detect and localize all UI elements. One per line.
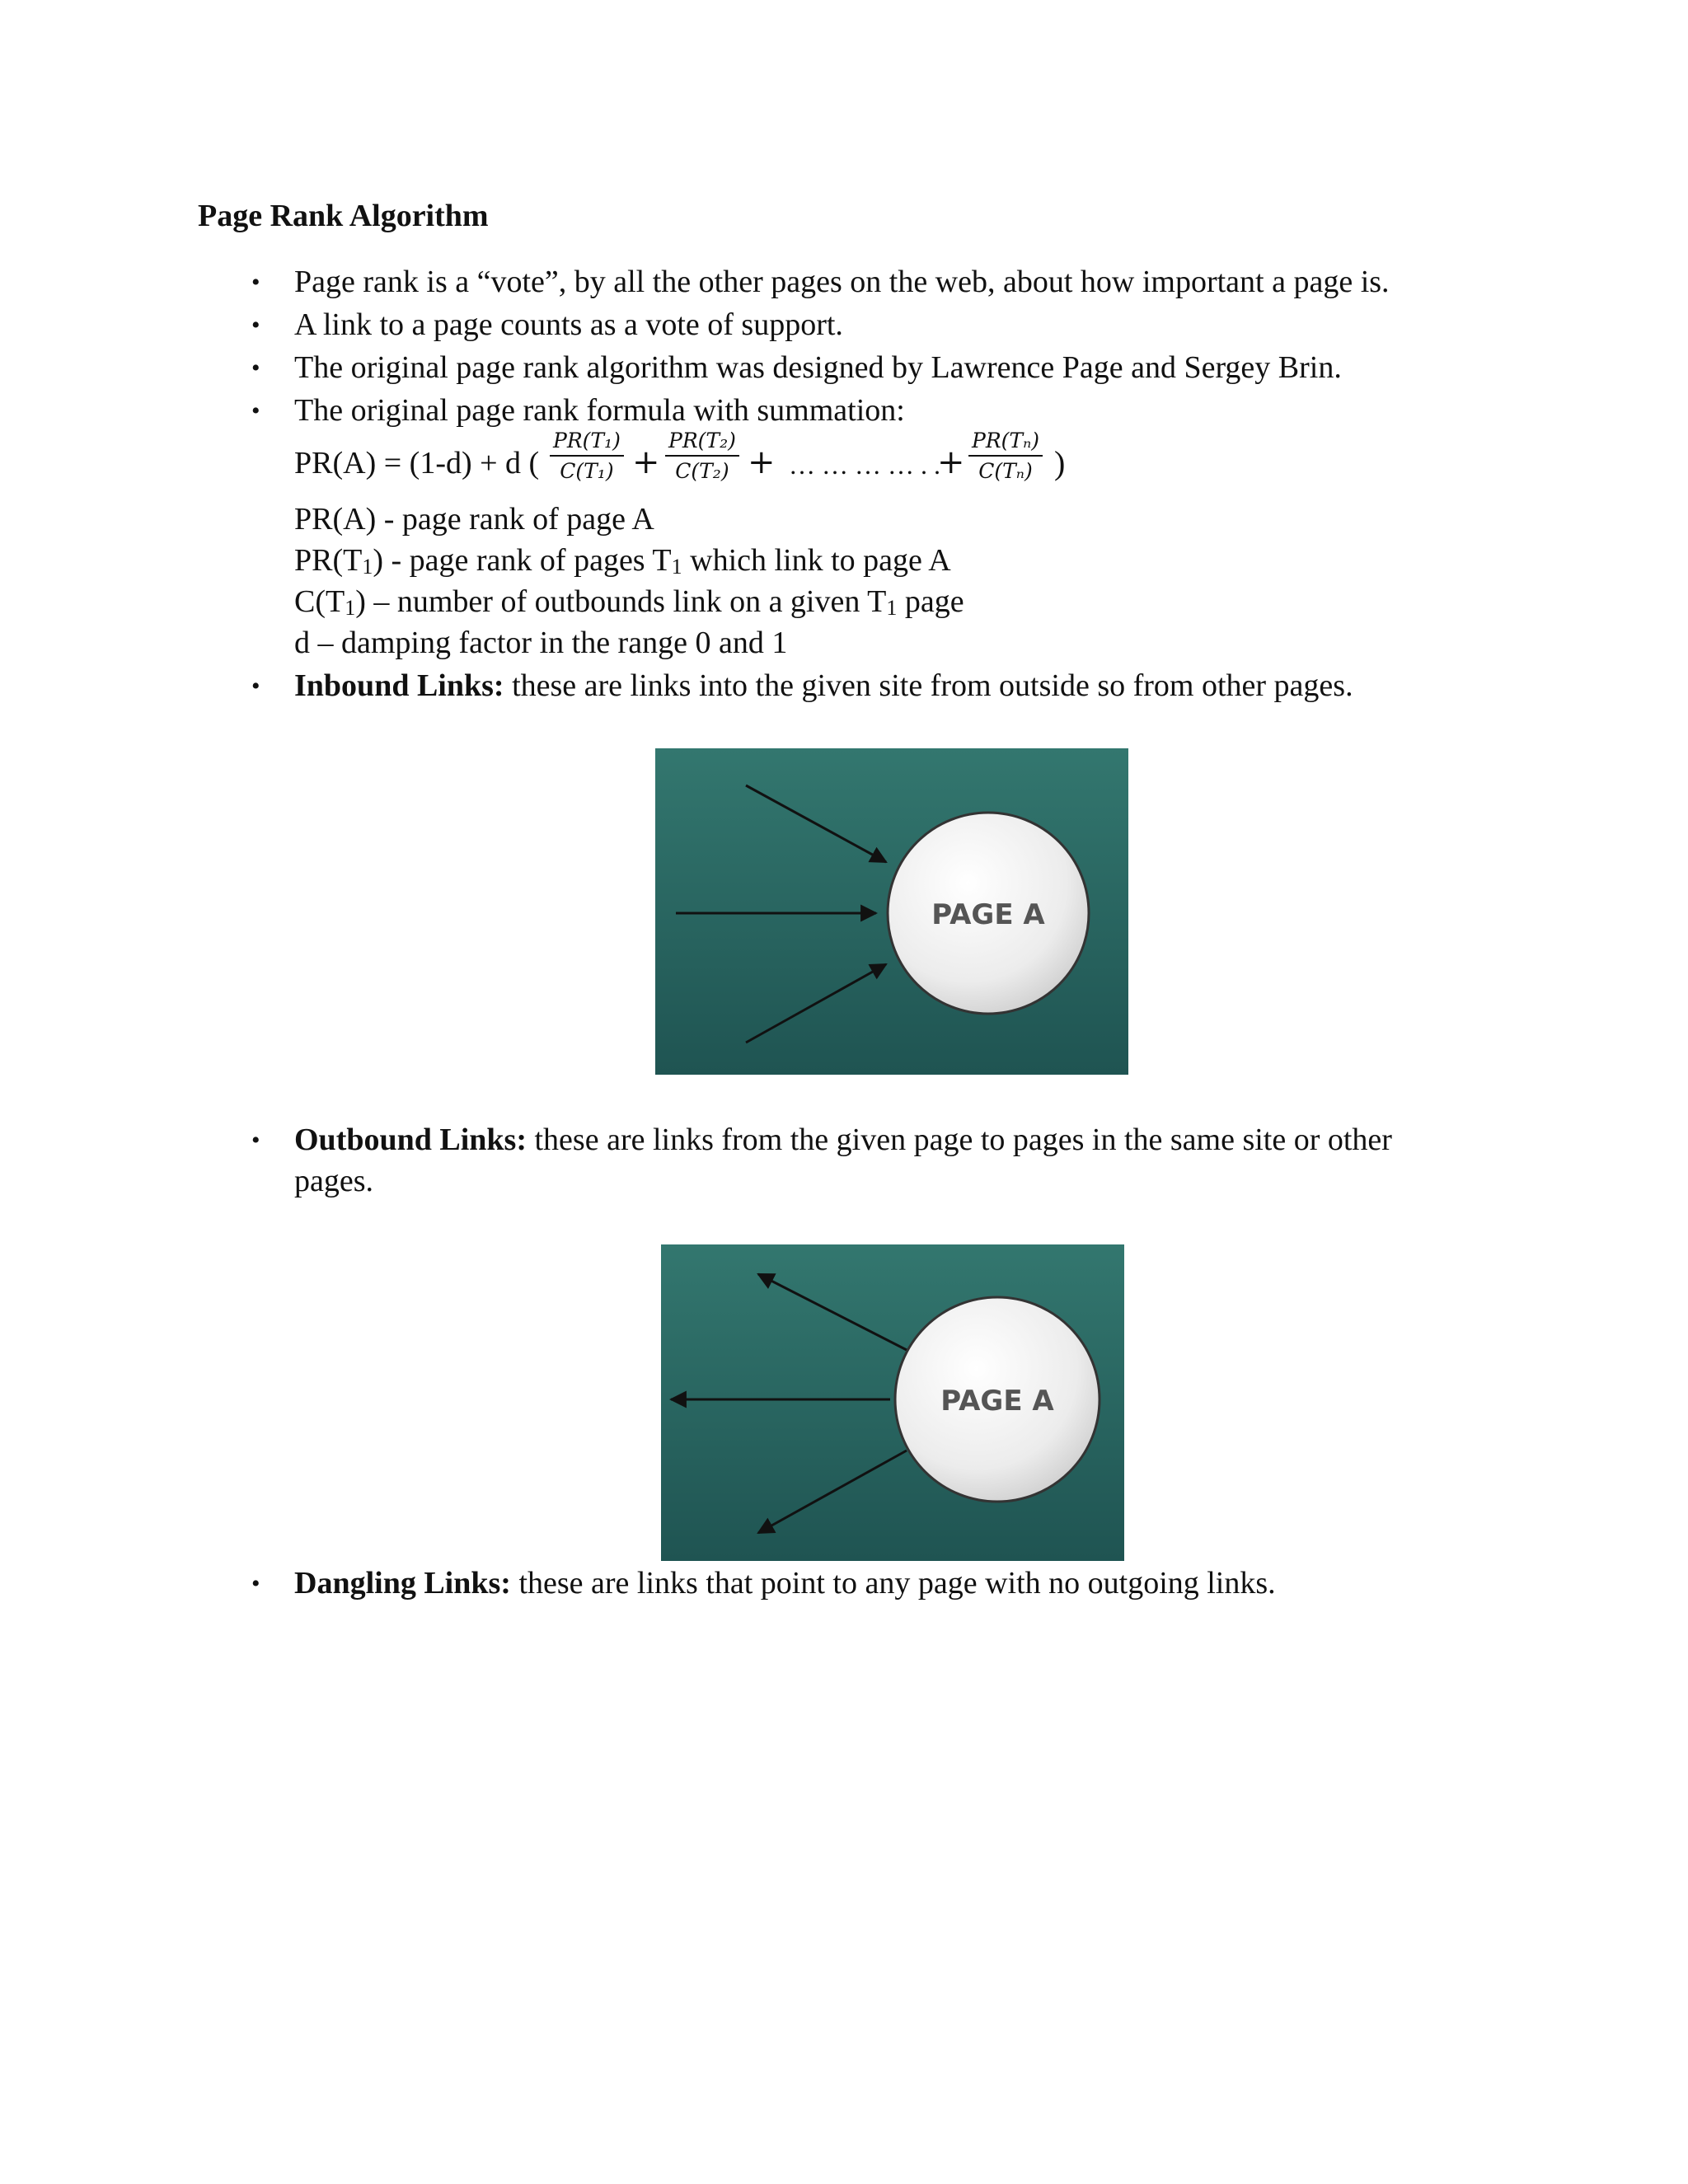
- bullet-text-inbound: Inbound Links: these are links into the given site from outside so from other pages.: [294, 668, 1353, 703]
- formula-close-paren: ): [1054, 444, 1066, 481]
- term-outbound: Outbound Links:: [294, 1122, 527, 1157]
- page-title: Page Rank Algorithm: [198, 199, 489, 233]
- bullet-marker: •: [251, 354, 260, 382]
- fraction-numerator: PR(T₁): [550, 429, 624, 457]
- bullet-text-dangling: Dangling Links: these are links that point to any page with no outgoing links.: [294, 1566, 1276, 1601]
- term-inbound: Inbound Links:: [294, 668, 504, 703]
- formula-fraction-1: [550, 429, 624, 483]
- inbound-links-diagram: [655, 748, 1128, 1075]
- fraction-denominator: C(T₁): [560, 459, 614, 483]
- node-label-page-a: PAGE A: [931, 898, 1045, 931]
- formula-plus: +: [632, 443, 660, 481]
- fraction-denominator: C(Tₙ): [978, 459, 1033, 483]
- formula-plus: +: [748, 443, 776, 481]
- bullet-marker: •: [251, 312, 260, 339]
- formula-fraction-2: [665, 429, 739, 483]
- bullet-marker: •: [251, 269, 260, 296]
- outbound-diagram-graphic: [661, 1244, 1124, 1561]
- formula-lhs: PR(A) = (1-d) + d (: [294, 446, 540, 480]
- bullet-text-outbound: Outbound Links: these are links from the given page to pages in the same site or other: [294, 1122, 1392, 1157]
- bullet-marker: •: [251, 673, 260, 700]
- fraction-numerator: PR(Tₙ): [968, 429, 1043, 457]
- inbound-diagram-graphic: [655, 748, 1128, 1075]
- definition-damping: d – damping factor in the range 0 and 1: [294, 626, 788, 660]
- bullet-text-link-support: A link to a page counts as a vote of support.: [294, 307, 843, 342]
- outbound-links-diagram: [661, 1244, 1124, 1561]
- formula-plus: +: [937, 443, 965, 481]
- formula-fraction-n: [968, 429, 1043, 483]
- bullet-text-formula-intro: The original page rank formula with summation:: [294, 393, 905, 428]
- bullet-marker: •: [251, 1127, 260, 1154]
- term-dangling: Dangling Links:: [294, 1566, 511, 1601]
- node-label-page-a: PAGE A: [940, 1385, 1054, 1418]
- fraction-numerator: PR(T₂): [665, 429, 739, 457]
- bullet-marker: •: [251, 397, 260, 424]
- bullet-text-original-algorithm: The original page rank algorithm was designed by Lawrence Page and Sergey Brin.: [294, 350, 1342, 385]
- definition-c-t1: C(T1) – number of outbounds link on a given T1 page: [294, 584, 964, 620]
- bullet-text-vote: Page rank is a “vote”, by all the other pages on the web, about how important a page is.: [294, 265, 1390, 299]
- fraction-denominator: C(T₂): [675, 459, 729, 483]
- pagerank-formula: [294, 429, 1118, 503]
- definition-pr-t1: PR(T1) - page rank of pages T1 which link to page A: [294, 543, 951, 579]
- bullet-marker: •: [251, 1570, 260, 1597]
- definition-pr-a: PR(A) - page rank of page A: [294, 502, 654, 537]
- formula-ellipsis: … … … … . .: [789, 450, 940, 480]
- bullet-text-outbound-cont: pages.: [294, 1164, 374, 1198]
